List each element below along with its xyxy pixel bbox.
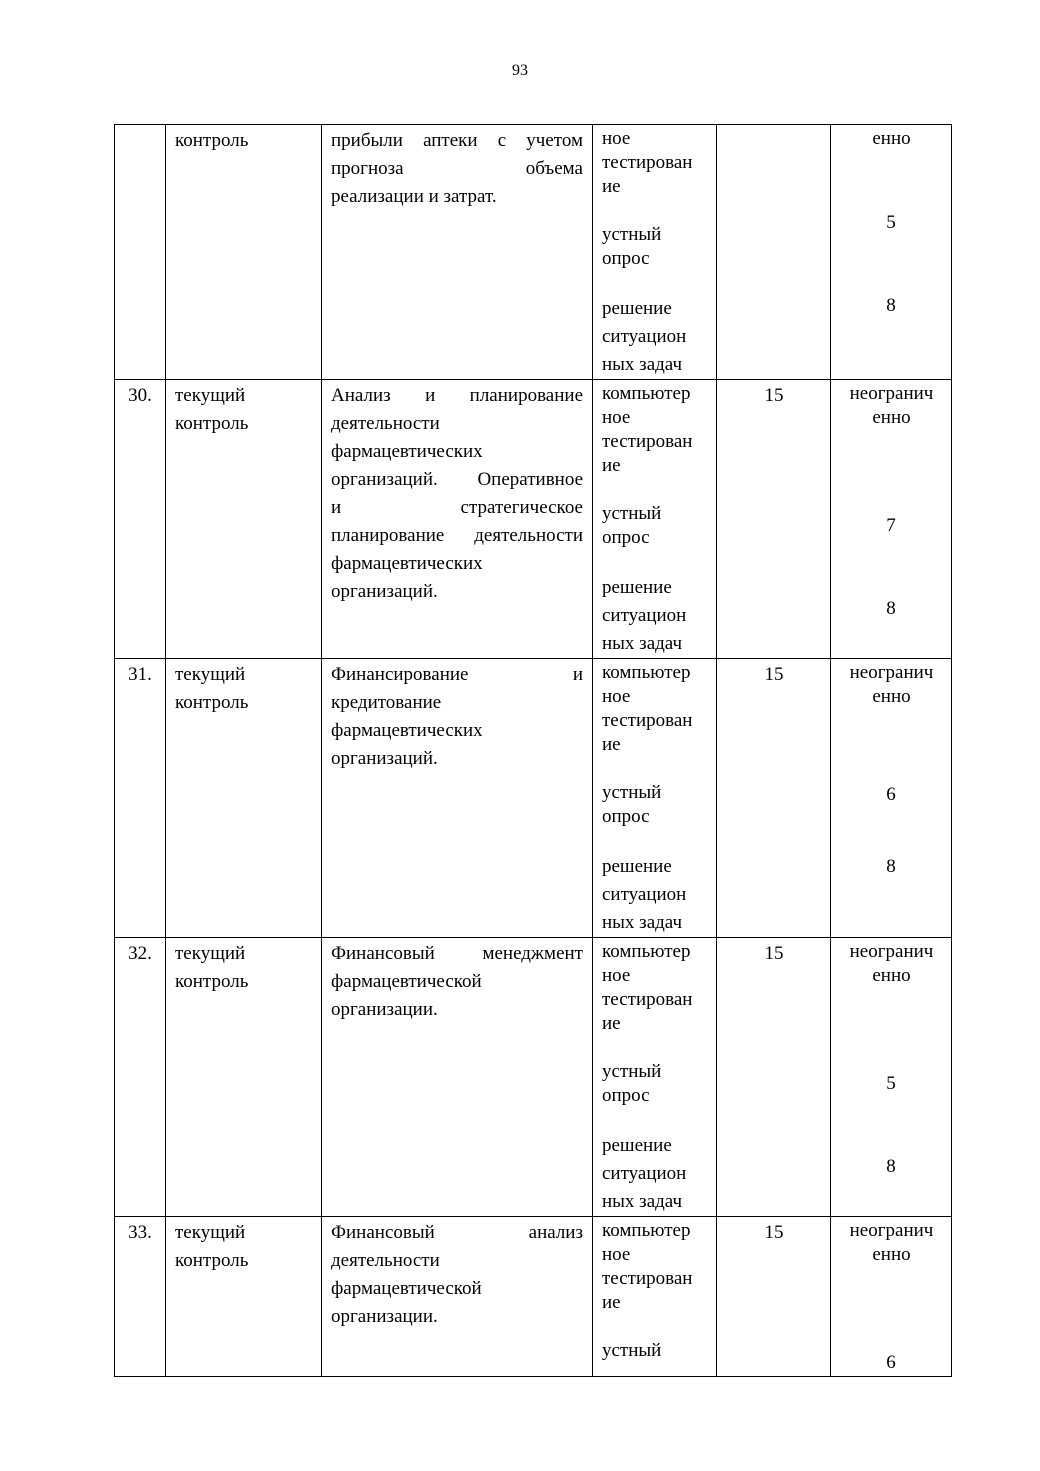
control-form-line: компьютер <box>602 941 691 962</box>
control-form-line: ных задач <box>602 354 683 375</box>
topic-line: и стратегическое <box>331 497 583 518</box>
attempts-cell <box>831 380 952 659</box>
topic-cell <box>322 1217 593 1377</box>
topic-line: прогноза объема <box>331 158 583 179</box>
attempts-value: 6 <box>886 1352 896 1373</box>
attempts-limit-line: енно <box>872 965 911 986</box>
control-type-line: контроль <box>175 971 249 992</box>
control-type-line: текущий <box>175 664 246 685</box>
question-count: 15 <box>764 943 784 964</box>
control-forms-cell <box>593 659 717 938</box>
attempts-cell <box>831 938 952 1217</box>
question-count-cell <box>717 125 831 380</box>
control-form-line: ных задач <box>602 633 683 654</box>
question-count: 15 <box>764 385 784 406</box>
topic-line: реализации и затрат. <box>331 186 497 207</box>
topic-line: фармацевтических <box>331 553 483 574</box>
topic-cell <box>322 938 593 1217</box>
control-form <box>602 1339 712 1363</box>
row-number-cell <box>115 659 166 938</box>
control-type-cell <box>166 1217 322 1377</box>
attempts-limit-line: енно <box>872 686 911 707</box>
row-number-cell <box>115 125 166 380</box>
page-number: 93 <box>512 62 528 79</box>
control-form-line: ных задач <box>602 912 683 933</box>
attempts-limit-line: енно <box>872 128 911 149</box>
topic-cell <box>322 125 593 380</box>
attempts-value: 8 <box>886 856 896 877</box>
control-form <box>602 1132 712 1216</box>
control-form-line: ие <box>602 734 621 755</box>
topic-line: кредитование <box>331 692 442 713</box>
control-form-line: тестирован <box>602 152 693 173</box>
topic-cell <box>322 659 593 938</box>
attempts-value: 5 <box>886 1073 896 1094</box>
control-type-line: текущий <box>175 1222 246 1243</box>
control-form-line: решение <box>602 298 672 319</box>
control-form <box>602 502 712 550</box>
table-row <box>115 380 952 659</box>
control-form-line: опрос <box>602 806 650 827</box>
control-form-line: опрос <box>602 527 650 548</box>
control-form <box>602 940 712 1036</box>
control-form-line: ное <box>602 128 631 149</box>
control-form-line: ное <box>602 965 631 986</box>
control-form-line: ситуацион <box>602 884 687 905</box>
attempts-value: 5 <box>886 212 896 233</box>
question-count-cell <box>717 380 831 659</box>
control-type-line: текущий <box>175 943 246 964</box>
control-form-line: тестирован <box>602 710 693 731</box>
attempts-value: 7 <box>886 515 896 536</box>
attempts-value: 8 <box>886 295 896 316</box>
control-type-line: контроль <box>175 130 249 151</box>
control-type-line: контроль <box>175 692 249 713</box>
topic-line: организации. <box>331 1306 438 1327</box>
control-forms-cell <box>593 938 717 1217</box>
control-form <box>602 127 712 199</box>
control-form <box>602 853 712 937</box>
control-form-line: ное <box>602 686 631 707</box>
control-form <box>602 781 712 829</box>
control-form <box>602 574 712 658</box>
topic-line: организаций. <box>331 748 438 769</box>
topic-line: организаций. Оперативное <box>331 469 583 490</box>
topic-line: деятельности <box>331 413 440 434</box>
control-type-cell <box>166 938 322 1217</box>
control-form-line: устный <box>602 1061 662 1082</box>
row-number: 33. <box>128 1222 152 1243</box>
control-type-cell <box>166 380 322 659</box>
attempts-limit-line: енно <box>872 1244 911 1265</box>
row-number-cell <box>115 1217 166 1377</box>
control-type-cell <box>166 659 322 938</box>
control-form-line: ное <box>602 407 631 428</box>
control-forms-cell <box>593 380 717 659</box>
control-form-line: компьютер <box>602 1220 691 1241</box>
topic-line: организации. <box>331 999 438 1020</box>
row-number: 31. <box>128 664 152 685</box>
control-form-line: тестирован <box>602 1268 693 1289</box>
attempts-value: 8 <box>886 1156 896 1177</box>
table-row <box>115 659 952 938</box>
control-form <box>602 1219 712 1315</box>
question-count-cell <box>717 1217 831 1377</box>
question-count: 15 <box>764 664 784 685</box>
control-form <box>602 223 712 271</box>
control-form <box>602 1060 712 1108</box>
control-form <box>602 382 712 478</box>
control-form-line: ных задач <box>602 1191 683 1212</box>
control-form-line: тестирован <box>602 431 693 452</box>
control-form-line: устный <box>602 224 662 245</box>
control-form-line: опрос <box>602 248 650 269</box>
control-form-line: ие <box>602 1013 621 1034</box>
attempts-cell <box>831 125 952 380</box>
control-form-line: ситуацион <box>602 1163 687 1184</box>
topic-line: Анализ и планирование <box>331 385 583 406</box>
attempts-limit-line: енно <box>872 407 911 428</box>
control-forms-cell <box>593 125 717 380</box>
topic-line: планирование деятельности <box>331 525 583 546</box>
control-form <box>602 661 712 757</box>
attempts-cell <box>831 659 952 938</box>
topic-line: фармацевтических <box>331 720 483 741</box>
row-number: 30. <box>128 385 152 406</box>
control-forms-cell <box>593 1217 717 1377</box>
control-form-line: устный <box>602 503 662 524</box>
control-form-line: компьютер <box>602 662 691 683</box>
control-type-line: контроль <box>175 1250 249 1271</box>
control-form-line: ие <box>602 1292 621 1313</box>
control-table <box>114 124 952 1377</box>
control-form-line: ие <box>602 455 621 476</box>
control-type-line: контроль <box>175 413 249 434</box>
row-number: 32. <box>128 943 152 964</box>
topic-line: Финансовый менеджмент <box>331 943 583 964</box>
attempts-value: 8 <box>886 598 896 619</box>
topic-line: прибыли аптеки с учетом <box>331 130 583 151</box>
question-count-cell <box>717 938 831 1217</box>
control-form-line: решение <box>602 577 672 598</box>
attempts-limit-line: неогранич <box>849 383 934 404</box>
row-number-cell <box>115 938 166 1217</box>
control-form-line: устный <box>602 1340 662 1361</box>
control-form-line: ное <box>602 1244 631 1265</box>
attempts-limit-line: неогранич <box>849 941 934 962</box>
control-form-line: компьютер <box>602 383 691 404</box>
table-row <box>115 1217 952 1377</box>
table-row <box>115 938 952 1217</box>
control-form-line: решение <box>602 856 672 877</box>
control-form <box>602 295 712 379</box>
control-form-line: ситуацион <box>602 605 687 626</box>
control-form-line: опрос <box>602 1085 650 1106</box>
attempts-cell <box>831 1217 952 1377</box>
control-type-line: текущий <box>175 385 246 406</box>
control-form-line: ие <box>602 176 621 197</box>
table-row <box>115 125 952 380</box>
question-count-cell <box>717 659 831 938</box>
control-form-line: устный <box>602 782 662 803</box>
attempts-limit-line: неогранич <box>849 1220 934 1241</box>
topic-line: организаций. <box>331 581 438 602</box>
control-type-cell <box>166 125 322 380</box>
topic-line: фармацевтической <box>331 971 482 992</box>
topic-cell <box>322 380 593 659</box>
table-body <box>115 125 952 1377</box>
control-form-line: тестирован <box>602 989 693 1010</box>
attempts-value: 6 <box>886 784 896 805</box>
question-count: 15 <box>764 1222 784 1243</box>
row-number-cell <box>115 380 166 659</box>
topic-line: Финансирование и <box>331 664 583 685</box>
topic-line: деятельности <box>331 1250 440 1271</box>
topic-line: фармацевтической <box>331 1278 482 1299</box>
topic-line: Финансовый анализ <box>331 1222 583 1243</box>
control-form-line: ситуацион <box>602 326 687 347</box>
topic-line: фармацевтических <box>331 441 483 462</box>
attempts-limit-line: неогранич <box>849 662 934 683</box>
control-form-line: решение <box>602 1135 672 1156</box>
